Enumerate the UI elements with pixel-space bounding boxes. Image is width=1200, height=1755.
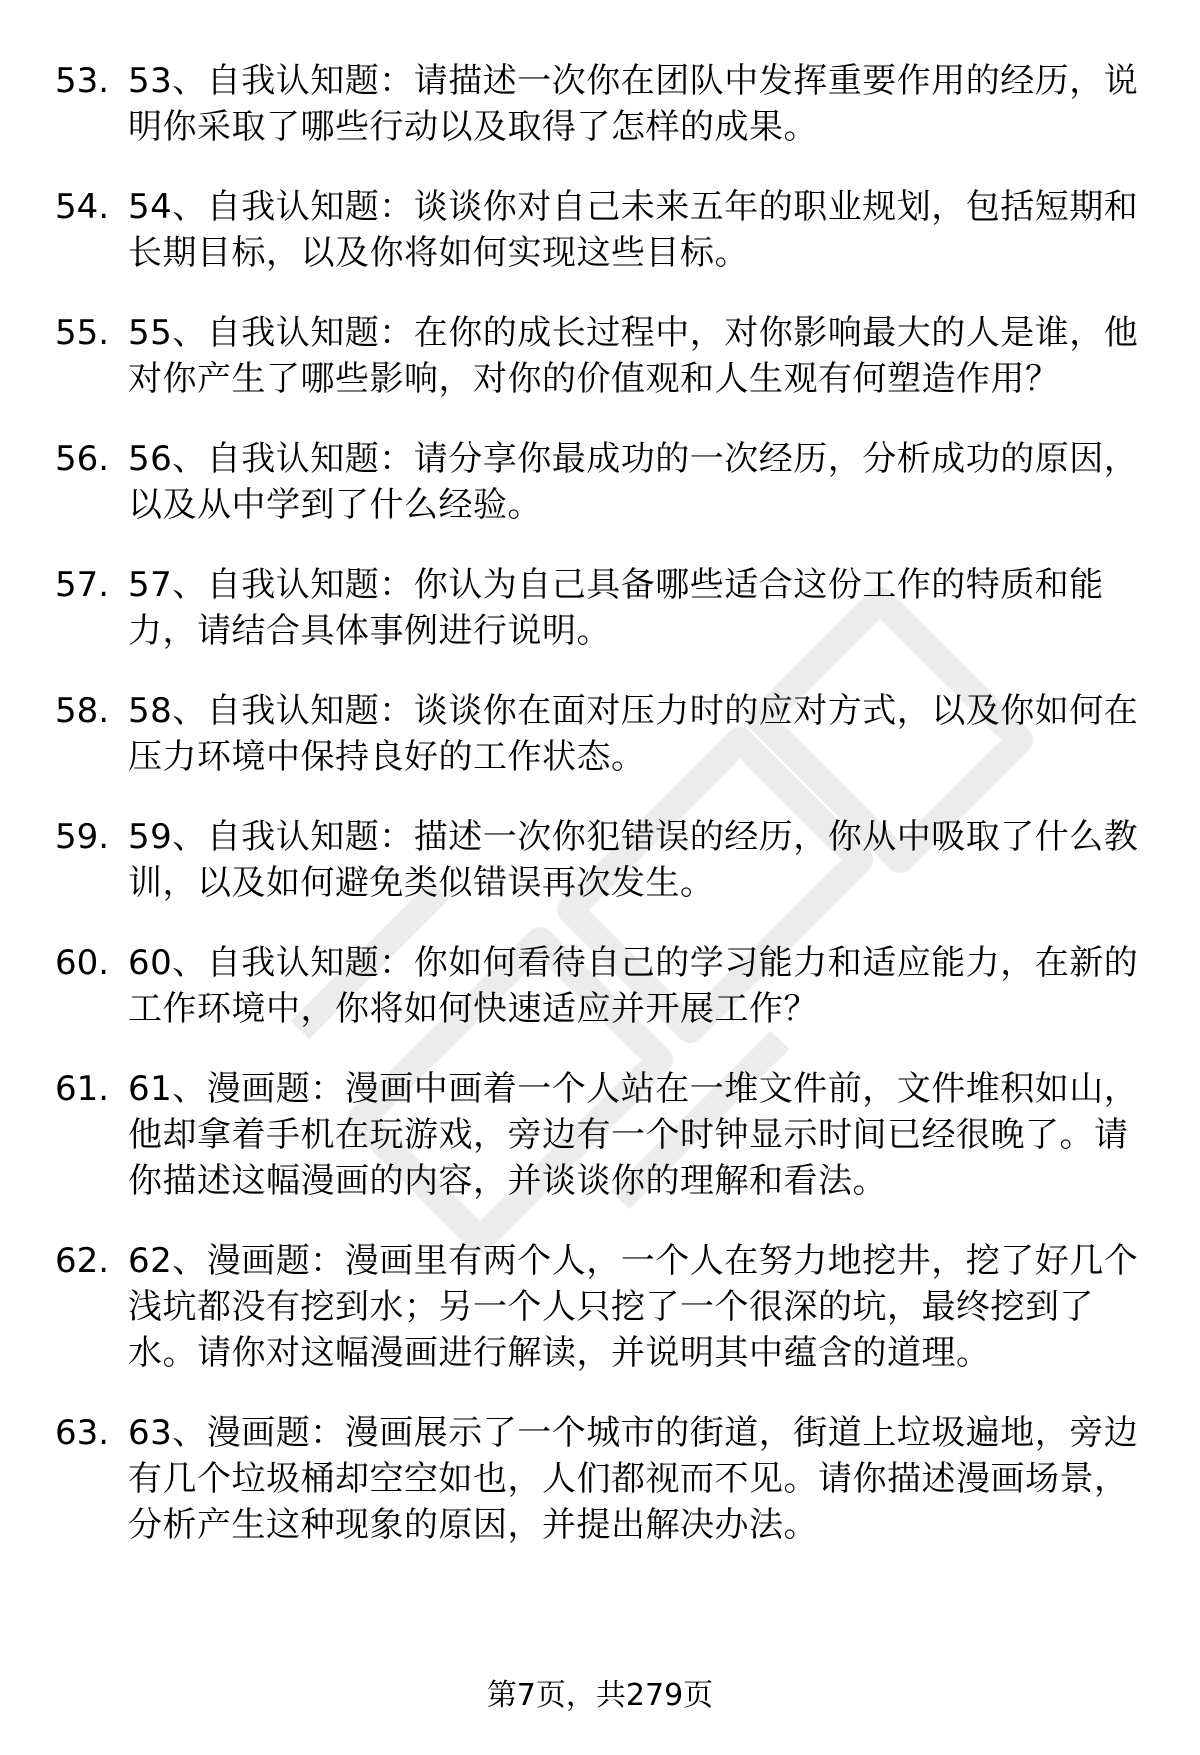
list-item (55, 184, 1155, 276)
list-item (55, 940, 1155, 1032)
list-item (55, 814, 1155, 906)
list-item (55, 58, 1155, 150)
question-text: 63、漫画题：漫画展示了一个城市的街道，街道上垃圾遍地，旁边有几个垃圾桶却空空如也，人们都视而不见。请你描述漫画场景，分析产生这种现象的原因，并提出解决办法。 (128, 1413, 1139, 1545)
question-text: 54、自我认知题：谈谈你对自己未来五年的职业规划，包括短期和长期目标，以及你将如何实现这些目标。 (128, 187, 1139, 273)
item-number: 56. (55, 439, 110, 479)
list-item (55, 688, 1155, 780)
list-item (55, 1066, 1155, 1204)
item-number: 54. (55, 187, 110, 227)
question-text: 53、自我认知题：请描述一次你在团队中发挥重要作用的经历，说明你采取了哪些行动以及取得了怎样的成果。 (128, 61, 1139, 147)
item-number: 53. (55, 61, 110, 101)
item-number: 62. (55, 1241, 110, 1281)
item-number: 57. (55, 565, 110, 605)
item-number: 55. (55, 313, 110, 353)
item-number: 63. (55, 1413, 110, 1453)
item-number: 58. (55, 691, 110, 731)
question-text: 59、自我认知题：描述一次你犯错误的经历，你从中吸取了什么教训，以及如何避免类似错误再次发生。 (128, 817, 1139, 903)
question-list (55, 58, 1155, 1582)
list-item (55, 1410, 1155, 1548)
question-text: 61、漫画题：漫画中画着一个人站在一堆文件前，文件堆积如山，他却拿着手机在玩游戏，旁边有一个时钟显示时间已经很晚了。请你描述这幅漫画的内容，并谈谈你的理解和看法。 (128, 1069, 1139, 1201)
list-item (55, 436, 1155, 528)
question-text: 55、自我认知题：在你的成长过程中，对你影响最大的人是谁，他对你产生了哪些影响，对你的价值观和人生观有何塑造作用？ (128, 313, 1139, 399)
question-text: 58、自我认知题：谈谈你在面对压力时的应对方式，以及你如何在压力环境中保持良好的工作状态。 (128, 691, 1139, 777)
item-number: 60. (55, 943, 110, 983)
page-number-footer: 第7页，共279页 (486, 1678, 714, 1713)
list-item (55, 310, 1155, 402)
question-text: 60、自我认知题：你如何看待自己的学习能力和适应能力，在新的工作环境中，你将如何快速适应并开展工作？ (128, 943, 1139, 1029)
item-number: 61. (55, 1069, 110, 1109)
question-text: 56、自我认知题：请分享你最成功的一次经历，分析成功的原因，以及从中学到了什么经验。 (128, 439, 1139, 525)
question-text: 62、漫画题：漫画里有两个人，一个人在努力地挖井，挖了好几个浅坑都没有挖到水；另一个人只挖了一个很深的坑，最终挖到了水。请你对这幅漫画进行解读，并说明其中蕴含的道理。 (128, 1241, 1139, 1373)
list-item (55, 562, 1155, 654)
question-text: 57、自我认知题：你认为自己具备哪些适合这份工作的特质和能力，请结合具体事例进行说明。 (128, 565, 1104, 651)
item-number: 59. (55, 817, 110, 857)
list-item (55, 1238, 1155, 1376)
